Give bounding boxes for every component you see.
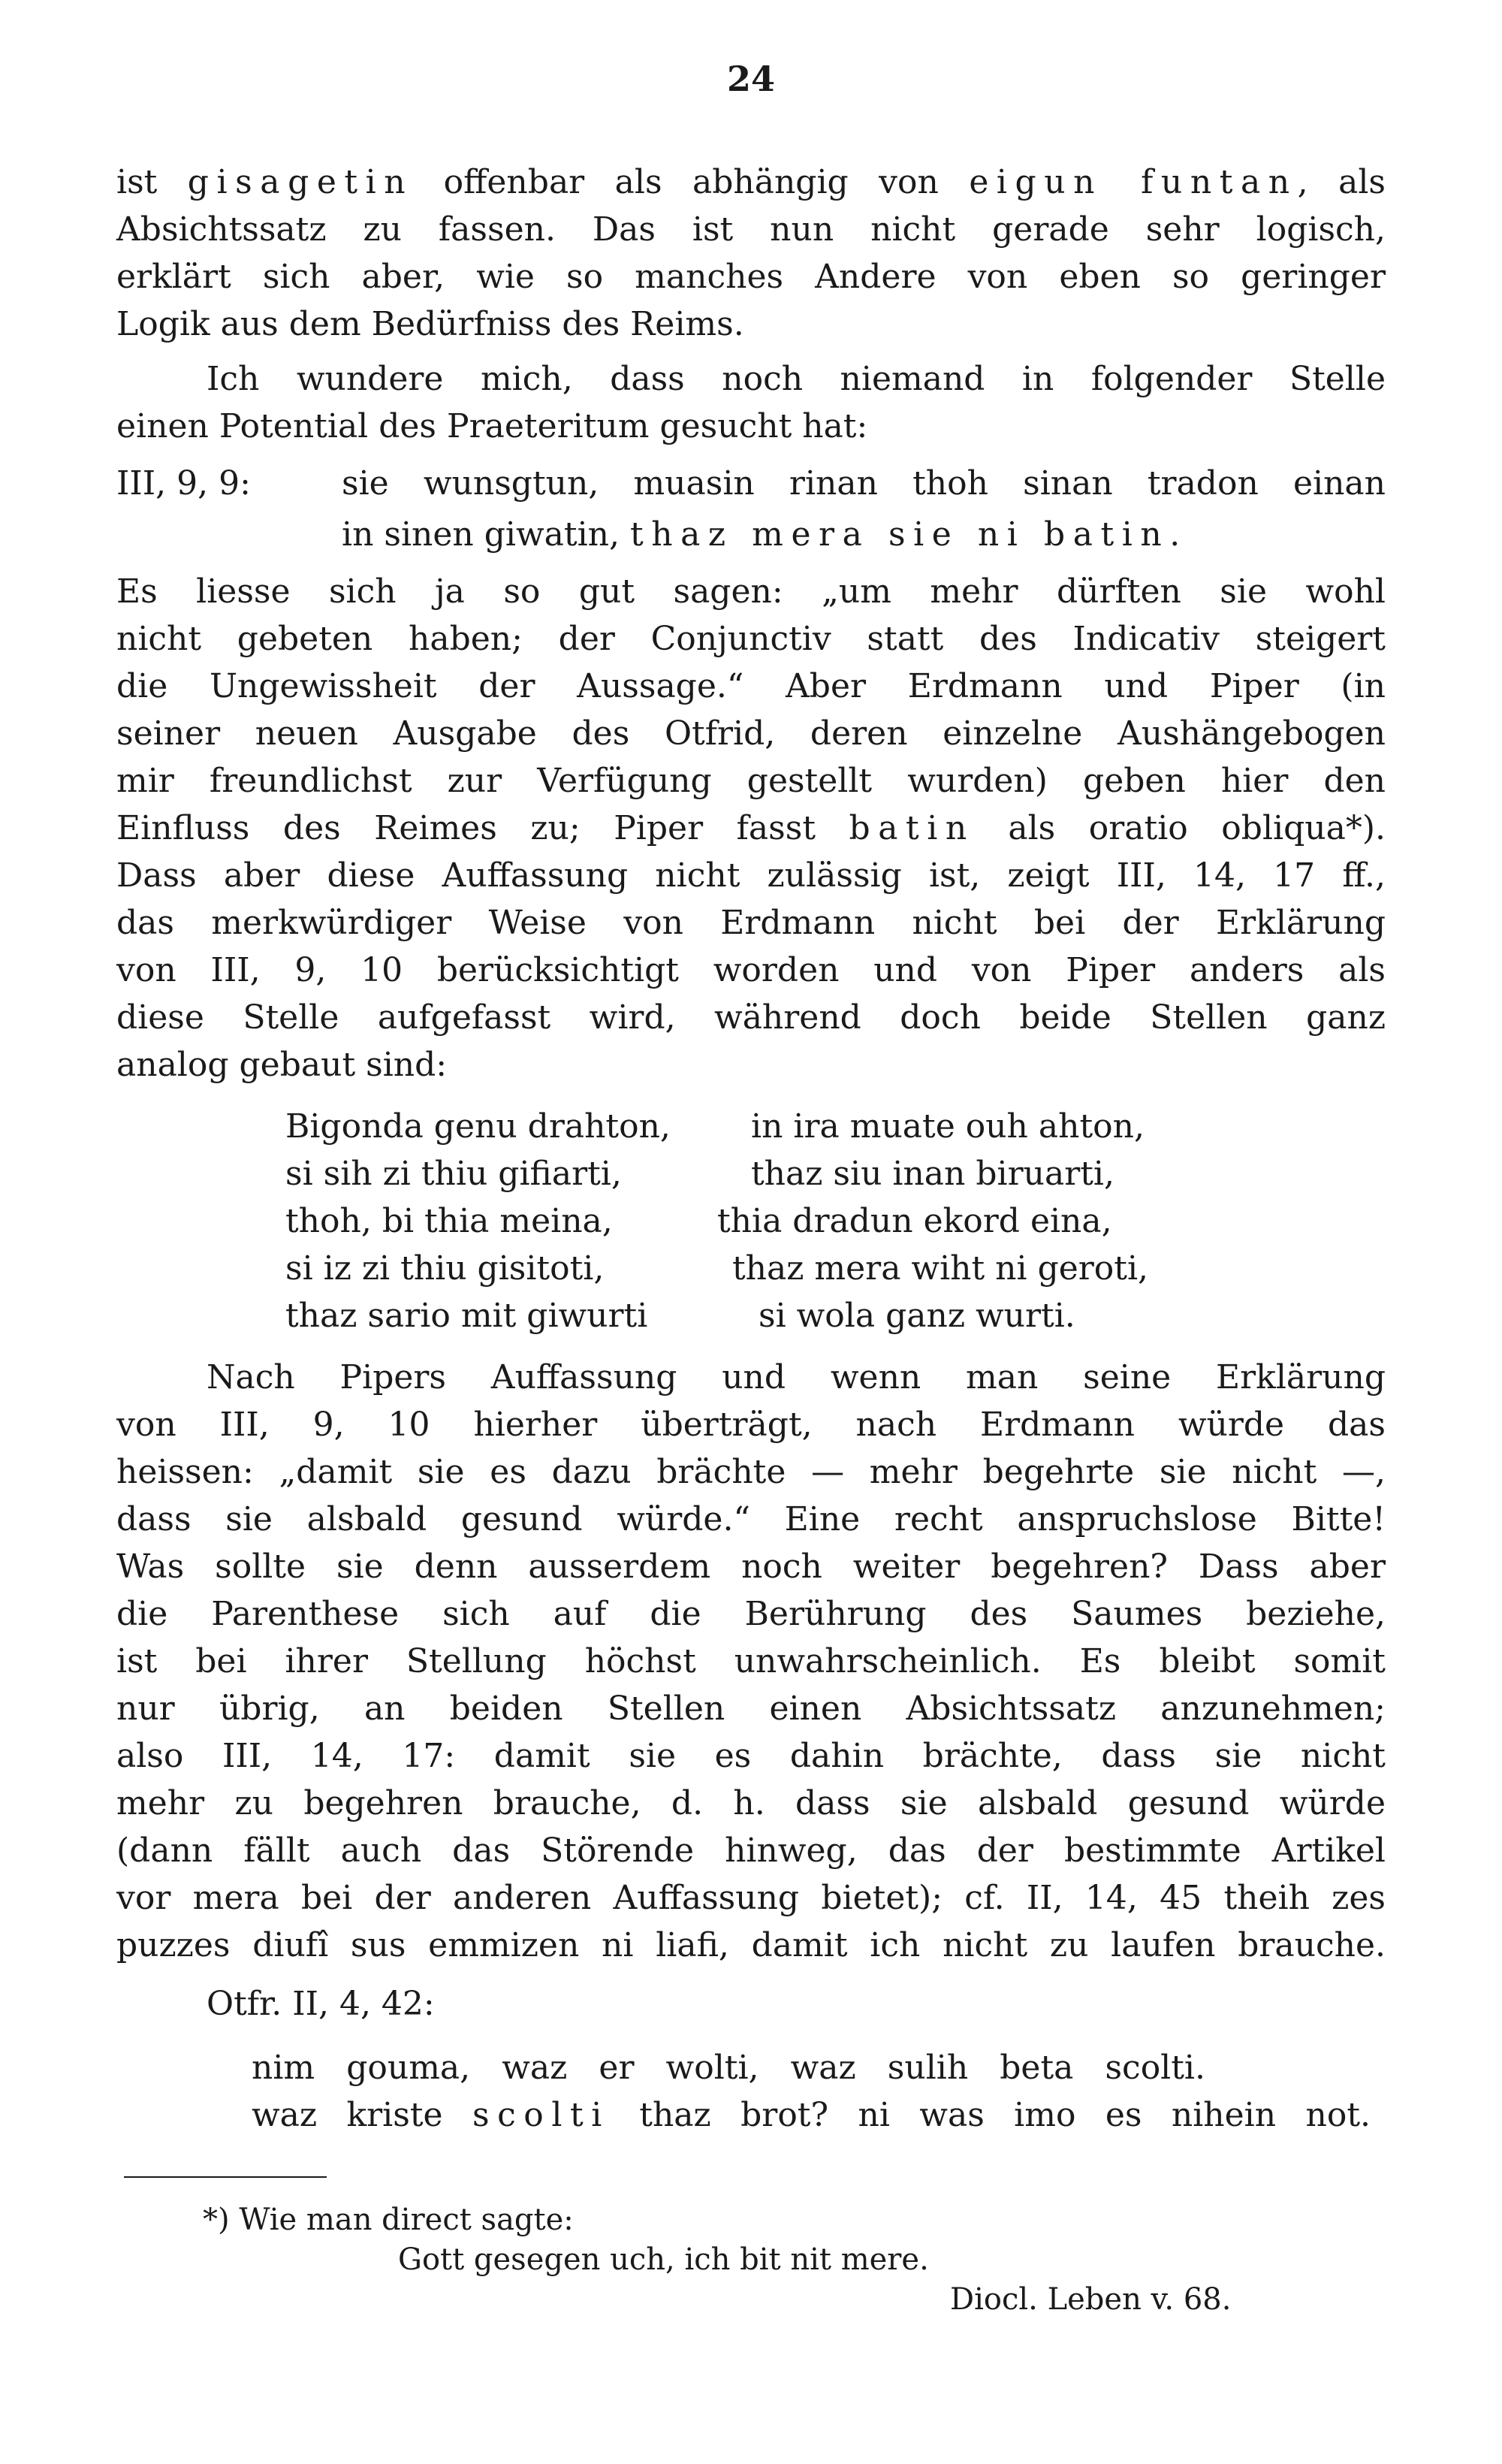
text-line: von III, 9, 10 berücksichtigt worden und von Piper anders als xyxy=(116,951,1386,989)
text-line: seiner neuen Ausgabe des Otfrid, deren einzelne Aushängebogen xyxy=(116,714,1386,753)
verse-line: si iz zi thiu gisitoti, xyxy=(285,1249,605,1288)
text-line: das merkwürdiger Weise von Erdmann nicht bei der Erklärung xyxy=(116,904,1386,942)
text-line: die Parenthese sich auf die Berührung des Saumes beziehe, xyxy=(116,1595,1386,1633)
verse-line: thaz mera wiht ni geroti, xyxy=(732,1249,1149,1288)
page-number: 24 xyxy=(726,59,775,99)
quoted-line: in sinen giwatin, thaz mera sie ni batin. xyxy=(342,515,1188,554)
verse-line: thaz siu inan biruarti, xyxy=(751,1155,1114,1193)
citation-label: Otfr. II, 4, 42: xyxy=(207,1985,435,2023)
text-line: (dann fällt auch das Störende hinweg, das der bestimmte Artikel xyxy=(116,1831,1386,1870)
verse-line: Bigonda genu drahton, xyxy=(285,1107,671,1146)
verse-line: si wola ganz wurti. xyxy=(759,1297,1075,1335)
verse-line: thaz sario mit giwurti xyxy=(285,1297,648,1335)
text-line: nur übrig, an beiden Stellen einen Absichtssatz anzunehmen; xyxy=(116,1689,1386,1728)
verse-line: thoh, bi thia meina, xyxy=(285,1202,613,1240)
footnote-line: *) Wie man direct sagte: xyxy=(203,2203,574,2237)
text-line: diese Stelle aufgefasst wird, während doch beide Stellen ganz xyxy=(116,998,1386,1037)
text-line: einen Potential des Praeteritum gesucht hat: xyxy=(116,407,868,445)
verse-line: thia dradun ekord eina, xyxy=(717,1202,1112,1240)
text-line: Was sollte sie denn ausserdem noch weiter begehren? Dass aber xyxy=(116,1548,1386,1586)
quoted-line: waz kriste scolti thaz brot? ni was imo es nihein not. xyxy=(252,2096,1371,2134)
text-line: ist gisagetin offenbar als abhängig von eigun funtan, als xyxy=(116,163,1386,201)
text-line: heissen: „damit sie es dazu brächte — mehr begehrte sie nicht —, xyxy=(116,1453,1386,1491)
footnote-rule xyxy=(124,2176,327,2178)
text-line: von III, 9, 10 hierher überträgt, nach Erdmann würde das xyxy=(116,1406,1386,1444)
text-line: mehr zu begehren brauche, d. h. dass sie alsbald gesund würde xyxy=(116,1784,1386,1822)
quoted-line: sie wunsgtun, muasin rinan thoh sinan tradon einan xyxy=(342,464,1386,503)
quoted-line: nim gouma, waz er wolti, waz sulih beta scolti. xyxy=(252,2049,1205,2087)
text-line: vor mera bei der anderen Auffassung bietet); cf. II, 14, 45 theih zes xyxy=(116,1879,1386,1917)
text-line: Ich wundere mich, dass noch niemand in folgender Stelle xyxy=(207,360,1386,398)
footnote-line: Diocl. Leben v. 68. xyxy=(950,2282,1232,2317)
verse-line: in ira muate ouh ahton, xyxy=(751,1107,1145,1146)
text-line: also III, 14, 17: damit sie es dahin brächte, dass sie nicht xyxy=(116,1737,1386,1775)
text-line: Es liesse sich ja so gut sagen: „um mehr dürften sie wohl xyxy=(116,572,1386,611)
text-line: analog gebaut sind: xyxy=(116,1046,448,1084)
text-line: Einfluss des Reimes zu; Piper fasst batin als oratio obliqua*). xyxy=(116,809,1386,847)
text-line: die Ungewissheit der Aussage.“ Aber Erdmann und Piper (in xyxy=(116,667,1386,705)
text-line: Logik aus dem Bedürfniss des Reims. xyxy=(116,305,744,343)
verse-line: si sih zi thiu gifiarti, xyxy=(285,1155,622,1193)
text-line: dass sie alsbald gesund würde.“ Eine recht anspruchslose Bitte! xyxy=(116,1500,1386,1538)
text-line: puzzes diufî sus emmizen ni liafi, damit ich nicht zu laufen brauche. xyxy=(116,1926,1386,1964)
text-line: ist bei ihrer Stellung höchst unwahrscheinlich. Es bleibt somit xyxy=(116,1642,1386,1680)
citation-label: III, 9, 9: xyxy=(116,464,251,503)
footnote-line: Gott gesegen uch, ich bit nit mere. xyxy=(398,2242,929,2277)
text-line: mir freundlichst zur Verfügung gestellt wurden) geben hier den xyxy=(116,762,1386,800)
text-line: Nach Pipers Auffassung und wenn man seine Erklärung xyxy=(207,1358,1386,1397)
text-line: nicht gebeten haben; der Conjunctiv statt des Indicativ steigert xyxy=(116,620,1386,658)
text-line: erklärt sich aber, wie so manches Andere von eben so geringer xyxy=(116,258,1386,296)
text-line: Absichtssatz zu fassen. Das ist nun nicht gerade sehr logisch, xyxy=(116,210,1386,249)
text-line: Dass aber diese Auffassung nicht zulässig ist, zeigt III, 14, 17 ff., xyxy=(116,856,1386,895)
